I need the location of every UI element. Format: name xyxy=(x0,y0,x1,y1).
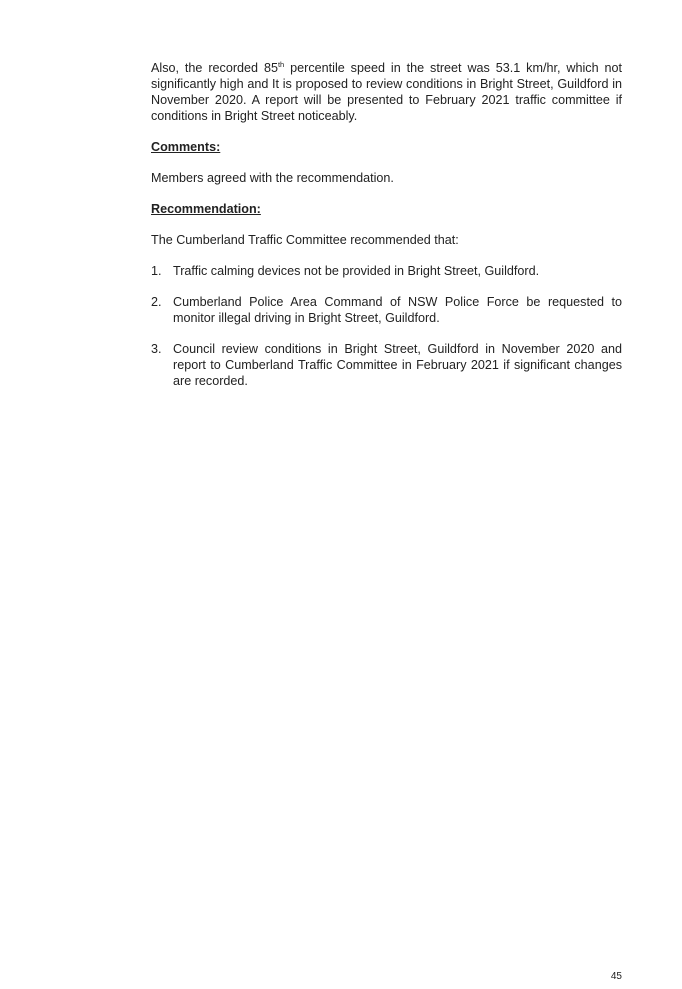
page-number: 45 xyxy=(610,971,622,982)
recommendation-heading: Recommendation: xyxy=(151,202,261,216)
recommendation-lead: The Cumberland Traffic Committee recommended that: xyxy=(151,233,459,247)
list-item-text: Council review conditions in Bright Street, Guildford in November 2020 and report to Cumberland Traffic Committee in February 2021 if significant changes are recorded. xyxy=(173,342,622,388)
list-item xyxy=(151,263,622,279)
intro-paragraph xyxy=(151,60,622,124)
recommendation-list xyxy=(151,263,622,389)
document-page xyxy=(151,60,622,404)
intro-text-part1: Also, the recorded 85 xyxy=(151,61,278,75)
intro-text-part2: percentile speed in the street was 53.1 km/hr, which not significantly high and It is proposed to review conditions in Bright Street, Guildford in November 2020. A report will be presented to February 2021 traffic committee if conditions in Bright Street noticeably. xyxy=(151,61,622,123)
list-item-number: 3. xyxy=(151,342,162,356)
list-item xyxy=(151,341,622,389)
comments-text: Members agreed with the recommendation. xyxy=(151,171,394,185)
list-item-number: 2. xyxy=(151,295,162,309)
comments-heading: Comments: xyxy=(151,140,221,154)
list-item-text: Cumberland Police Area Command of NSW Police Force be requested to monitor illegal driving in Bright Street, Guildford. xyxy=(173,295,622,325)
ordinal-superscript: th xyxy=(277,60,285,69)
list-item xyxy=(151,294,622,326)
list-item-text: Traffic calming devices not be provided in Bright Street, Guildford. xyxy=(173,264,540,278)
list-item-number: 1. xyxy=(151,264,162,278)
